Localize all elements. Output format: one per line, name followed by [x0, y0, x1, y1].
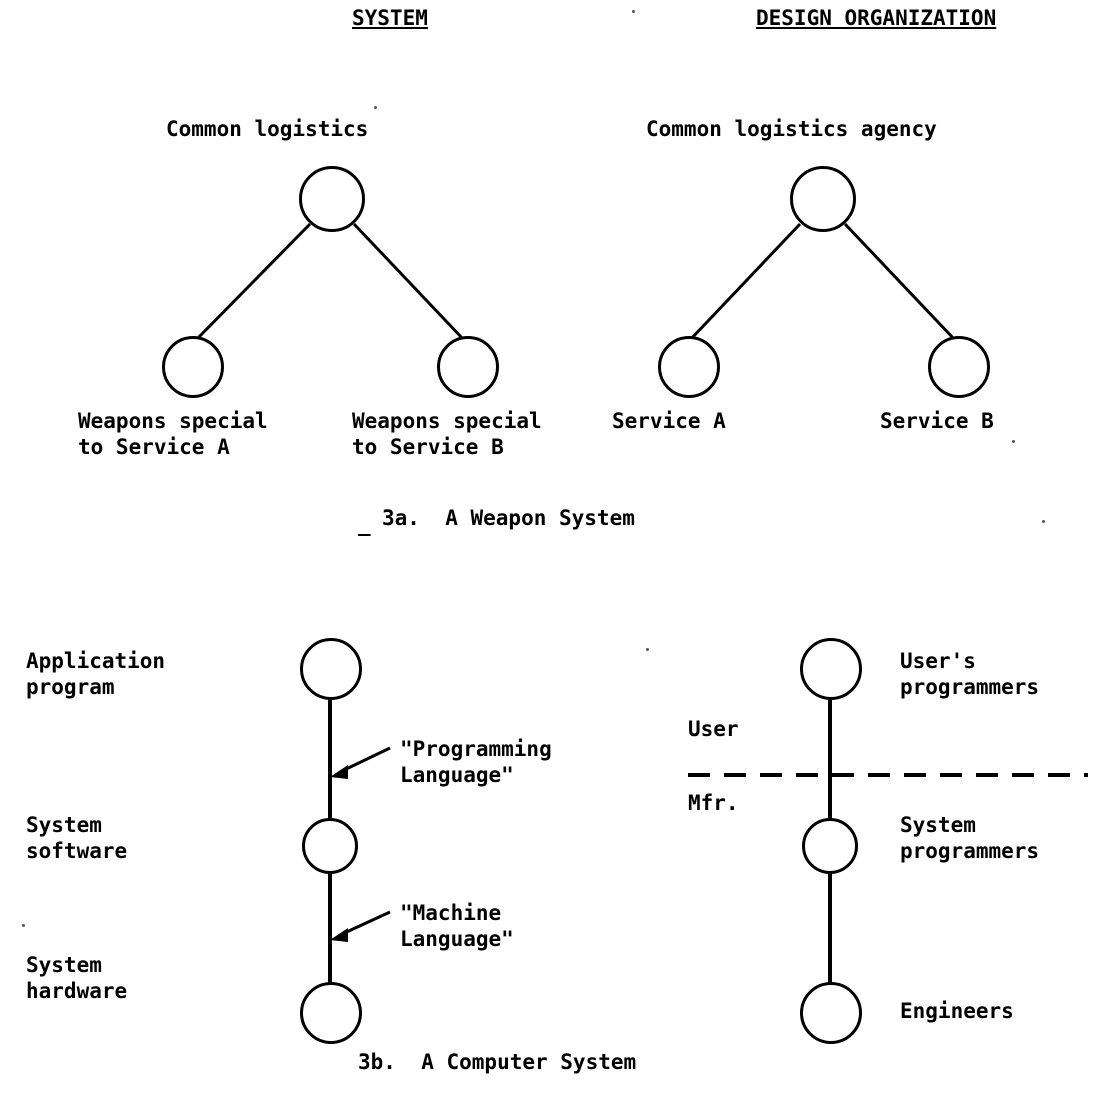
label-weapons-service-a-line1: Weapons special [78, 409, 268, 433]
annotation-programming-language-line1: "Programming [400, 737, 552, 761]
node-system-programmers [802, 818, 858, 874]
scan-speck [22, 924, 25, 927]
scan-speck [1012, 440, 1015, 443]
label-system-software-line1: System [26, 813, 102, 837]
label-system-hardware-line2: hardware [26, 979, 128, 1003]
label-users-programmers-line1: User's [900, 649, 976, 673]
annotation-machine-language-line2: Language" [400, 927, 514, 951]
caption-prefix-3a: _ [358, 512, 371, 536]
label-service-b: Service B [880, 409, 994, 433]
scan-speck [646, 648, 649, 651]
node-system-root [299, 166, 365, 232]
node-design-root [790, 166, 856, 232]
scan-speck [632, 10, 635, 13]
label-divider-mfr: Mfr. [688, 791, 739, 815]
node-engineers [800, 982, 862, 1044]
node-application-program [300, 638, 362, 700]
label-divider-user: User [688, 717, 739, 741]
label-system-programmers-line2: programmers [900, 839, 1040, 863]
label-system-software-line2: software [26, 839, 128, 863]
label-service-a: Service A [612, 409, 726, 433]
node-system-software [302, 818, 358, 874]
scan-speck [374, 106, 377, 109]
scan-speck [1042, 520, 1045, 523]
label-weapons-service-b-line2: to Service B [352, 435, 504, 459]
label-common-logistics: Common logistics [166, 117, 369, 141]
label-weapons-service-a-line2: to Service A [78, 435, 230, 459]
label-users-programmers-line2: programmers [900, 675, 1040, 699]
label-application-program-line1: Application [26, 649, 166, 673]
node-system-leaf-right [437, 336, 499, 398]
node-design-leaf-left [658, 336, 720, 398]
label-common-logistics-agency: Common logistics agency [646, 117, 937, 141]
node-system-leaf-left [162, 336, 224, 398]
label-system-hardware-line1: System [26, 953, 102, 977]
header-design-organization: DESIGN ORGANIZATION [756, 6, 997, 30]
header-system: SYSTEM [352, 6, 428, 30]
node-design-leaf-right [928, 336, 990, 398]
label-weapons-service-b-line1: Weapons special [352, 409, 542, 433]
label-application-program-line2: program [26, 675, 115, 699]
node-system-hardware [300, 982, 362, 1044]
label-engineers: Engineers [900, 999, 1014, 1023]
node-users-programmers [800, 638, 862, 700]
annotation-programming-language-line2: Language" [400, 763, 514, 787]
caption-3b: 3b. A Computer System [358, 1050, 637, 1074]
caption-3a: 3a. A Weapon System [382, 506, 635, 530]
label-system-programmers-line1: System [900, 813, 976, 837]
annotation-machine-language-line1: "Machine [400, 901, 502, 925]
